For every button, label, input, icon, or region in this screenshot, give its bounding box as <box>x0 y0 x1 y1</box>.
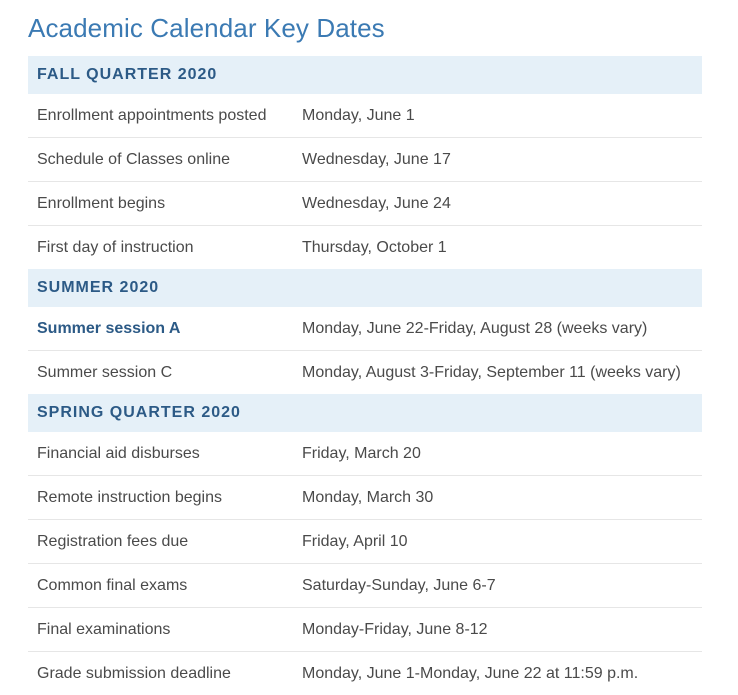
table-row <box>28 351 702 395</box>
table-row <box>28 432 702 476</box>
table-row <box>28 182 702 226</box>
section-heading: SUMMER 2020 <box>28 269 702 307</box>
event-name: Enrollment appointments posted <box>28 94 293 138</box>
event-name: Financial aid disburses <box>28 432 293 476</box>
event-name: Grade submission deadline <box>28 652 293 695</box>
event-date: Monday, March 30 <box>293 476 702 520</box>
event-date: Friday, March 20 <box>293 432 702 476</box>
event-name: Enrollment begins <box>28 182 293 226</box>
event-date: Friday, April 10 <box>293 520 702 564</box>
page-title: Academic Calendar Key Dates <box>28 10 702 46</box>
table-row <box>28 608 702 652</box>
section-heading: SPRING QUARTER 2020 <box>28 394 702 432</box>
section-header-summer-2020 <box>28 269 702 307</box>
table-row <box>28 476 702 520</box>
table-row <box>28 307 702 351</box>
event-date: Monday, June 1 <box>293 94 702 138</box>
event-date: Wednesday, June 17 <box>293 138 702 182</box>
table-row <box>28 226 702 270</box>
event-date: Monday-Friday, June 8-12 <box>293 608 702 652</box>
event-date: Wednesday, June 24 <box>293 182 702 226</box>
event-date: Thursday, October 1 <box>293 226 702 270</box>
section-header-spring-quarter-2020 <box>28 394 702 432</box>
table-row <box>28 652 702 695</box>
event-date: Monday, June 22-Friday, August 28 (weeks vary) <box>293 307 702 351</box>
key-dates-table <box>28 56 702 695</box>
event-date: Saturday-Sunday, June 6-7 <box>293 564 702 608</box>
event-name: Common final exams <box>28 564 293 608</box>
event-name: Schedule of Classes online <box>28 138 293 182</box>
event-name: Registration fees due <box>28 520 293 564</box>
table-row <box>28 94 702 138</box>
event-date: Monday, August 3-Friday, September 11 (weeks vary) <box>293 351 702 395</box>
event-name: Summer session C <box>28 351 293 395</box>
table-row <box>28 520 702 564</box>
event-date: Monday, June 1-Monday, June 22 at 11:59 p.m. <box>293 652 702 695</box>
table-row <box>28 564 702 608</box>
event-name: Final examinations <box>28 608 293 652</box>
table-row <box>28 138 702 182</box>
event-name: Summer session A <box>28 307 293 351</box>
event-name: Remote instruction begins <box>28 476 293 520</box>
event-name: First day of instruction <box>28 226 293 270</box>
section-heading: FALL QUARTER 2020 <box>28 56 702 94</box>
section-header-fall-quarter-2020 <box>28 56 702 94</box>
